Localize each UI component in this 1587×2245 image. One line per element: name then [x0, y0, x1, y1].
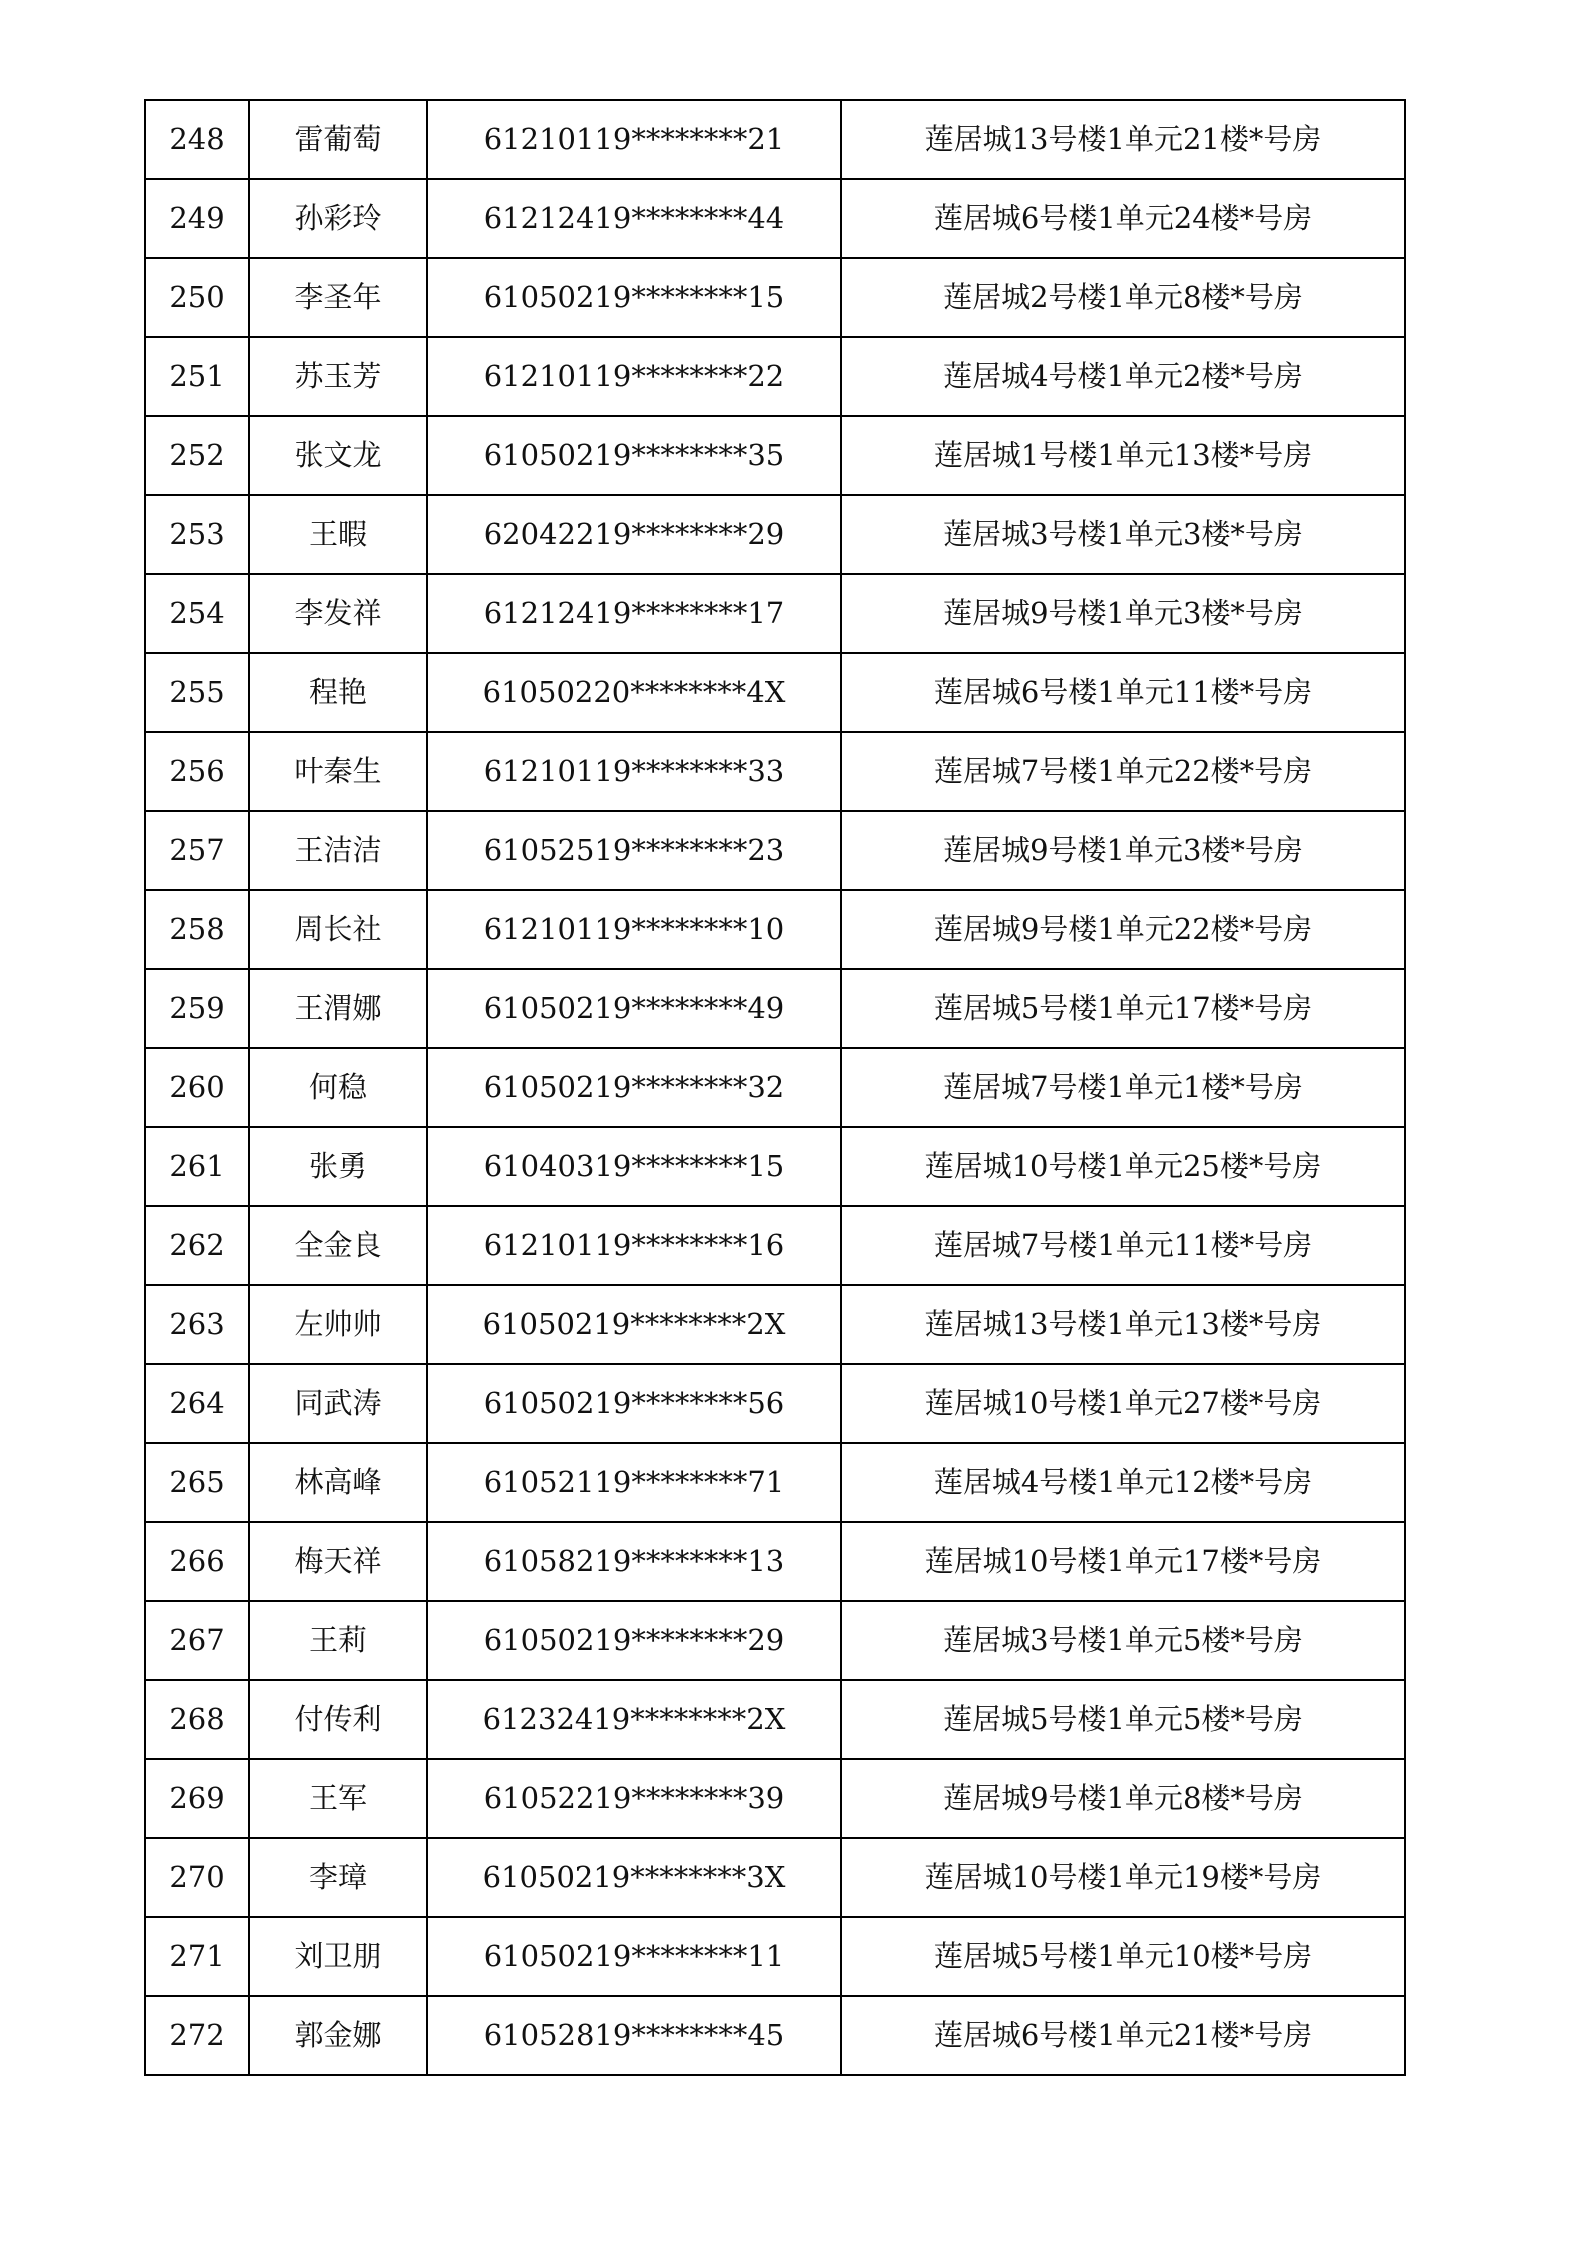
id-number-cell: 61052819********45	[427, 1996, 841, 2075]
row-number-cell: 253	[145, 495, 249, 574]
id-number-cell: 61210119********21	[427, 100, 841, 179]
table-row	[145, 1838, 1405, 1917]
table-row	[145, 1048, 1405, 1127]
table-row	[145, 416, 1405, 495]
address-cell: 莲居城4号楼1单元12楼*号房	[841, 1443, 1405, 1522]
address-cell: 莲居城9号楼1单元3楼*号房	[841, 811, 1405, 890]
row-number-cell: 271	[145, 1917, 249, 1996]
id-number-cell: 61040319********15	[427, 1127, 841, 1206]
address-cell: 莲居城10号楼1单元17楼*号房	[841, 1522, 1405, 1601]
table-row	[145, 732, 1405, 811]
id-number-cell: 61058219********13	[427, 1522, 841, 1601]
id-number-cell: 61052519********23	[427, 811, 841, 890]
table-row	[145, 179, 1405, 258]
table-row	[145, 1127, 1405, 1206]
row-number-cell: 254	[145, 574, 249, 653]
name-cell: 林高峰	[249, 1443, 427, 1522]
table-row	[145, 890, 1405, 969]
table-row	[145, 100, 1405, 179]
name-cell: 王洁洁	[249, 811, 427, 890]
roster-table-body	[145, 100, 1405, 2075]
row-number-cell: 256	[145, 732, 249, 811]
id-number-cell: 61050219********32	[427, 1048, 841, 1127]
row-number-cell: 250	[145, 258, 249, 337]
name-cell: 孙彩玲	[249, 179, 427, 258]
table-row	[145, 1601, 1405, 1680]
address-cell: 莲居城2号楼1单元8楼*号房	[841, 258, 1405, 337]
row-number-cell: 249	[145, 179, 249, 258]
name-cell: 全金良	[249, 1206, 427, 1285]
id-number-cell: 61050219********2X	[427, 1285, 841, 1364]
table-row	[145, 495, 1405, 574]
name-cell: 苏玉芳	[249, 337, 427, 416]
id-number-cell: 61050219********11	[427, 1917, 841, 1996]
name-cell: 张文龙	[249, 416, 427, 495]
address-cell: 莲居城7号楼1单元1楼*号房	[841, 1048, 1405, 1127]
address-cell: 莲居城6号楼1单元21楼*号房	[841, 1996, 1405, 2075]
name-cell: 叶秦生	[249, 732, 427, 811]
address-cell: 莲居城5号楼1单元10楼*号房	[841, 1917, 1405, 1996]
address-cell: 莲居城6号楼1单元24楼*号房	[841, 179, 1405, 258]
row-number-cell: 262	[145, 1206, 249, 1285]
table-row	[145, 1364, 1405, 1443]
id-number-cell: 61050219********15	[427, 258, 841, 337]
name-cell: 梅天祥	[249, 1522, 427, 1601]
id-number-cell: 61050219********35	[427, 416, 841, 495]
row-number-cell: 255	[145, 653, 249, 732]
address-cell: 莲居城1号楼1单元13楼*号房	[841, 416, 1405, 495]
id-number-cell: 61050219********56	[427, 1364, 841, 1443]
id-number-cell: 61050219********29	[427, 1601, 841, 1680]
name-cell: 同武涛	[249, 1364, 427, 1443]
row-number-cell: 259	[145, 969, 249, 1048]
id-number-cell: 61050219********49	[427, 969, 841, 1048]
table-row	[145, 653, 1405, 732]
table-row	[145, 258, 1405, 337]
table-row	[145, 1522, 1405, 1601]
name-cell: 王军	[249, 1759, 427, 1838]
id-number-cell: 61210119********10	[427, 890, 841, 969]
name-cell: 刘卫朋	[249, 1917, 427, 1996]
table-row	[145, 1206, 1405, 1285]
row-number-cell: 266	[145, 1522, 249, 1601]
address-cell: 莲居城10号楼1单元27楼*号房	[841, 1364, 1405, 1443]
row-number-cell: 251	[145, 337, 249, 416]
table-row	[145, 969, 1405, 1048]
table-row	[145, 574, 1405, 653]
row-number-cell: 252	[145, 416, 249, 495]
name-cell: 周长社	[249, 890, 427, 969]
name-cell: 程艳	[249, 653, 427, 732]
address-cell: 莲居城6号楼1单元11楼*号房	[841, 653, 1405, 732]
name-cell: 李发祥	[249, 574, 427, 653]
id-number-cell: 61232419********2X	[427, 1680, 841, 1759]
name-cell: 王莉	[249, 1601, 427, 1680]
address-cell: 莲居城4号楼1单元2楼*号房	[841, 337, 1405, 416]
name-cell: 张勇	[249, 1127, 427, 1206]
row-number-cell: 268	[145, 1680, 249, 1759]
row-number-cell: 267	[145, 1601, 249, 1680]
name-cell: 王渭娜	[249, 969, 427, 1048]
address-cell: 莲居城9号楼1单元3楼*号房	[841, 574, 1405, 653]
row-number-cell: 248	[145, 100, 249, 179]
table-row	[145, 1759, 1405, 1838]
address-cell: 莲居城9号楼1单元22楼*号房	[841, 890, 1405, 969]
id-number-cell: 61052219********39	[427, 1759, 841, 1838]
id-number-cell: 61212419********44	[427, 179, 841, 258]
address-cell: 莲居城7号楼1单元11楼*号房	[841, 1206, 1405, 1285]
row-number-cell: 270	[145, 1838, 249, 1917]
id-number-cell: 61052119********71	[427, 1443, 841, 1522]
id-number-cell: 62042219********29	[427, 495, 841, 574]
id-number-cell: 61210119********22	[427, 337, 841, 416]
id-number-cell: 61210119********16	[427, 1206, 841, 1285]
row-number-cell: 265	[145, 1443, 249, 1522]
address-cell: 莲居城3号楼1单元5楼*号房	[841, 1601, 1405, 1680]
row-number-cell: 257	[145, 811, 249, 890]
id-number-cell: 61212419********17	[427, 574, 841, 653]
id-number-cell: 61210119********33	[427, 732, 841, 811]
table-row	[145, 1285, 1405, 1364]
address-cell: 莲居城3号楼1单元3楼*号房	[841, 495, 1405, 574]
row-number-cell: 264	[145, 1364, 249, 1443]
row-number-cell: 260	[145, 1048, 249, 1127]
address-cell: 莲居城10号楼1单元19楼*号房	[841, 1838, 1405, 1917]
name-cell: 何稳	[249, 1048, 427, 1127]
address-cell: 莲居城5号楼1单元5楼*号房	[841, 1680, 1405, 1759]
row-number-cell: 272	[145, 1996, 249, 2075]
address-cell: 莲居城7号楼1单元22楼*号房	[841, 732, 1405, 811]
name-cell: 李璋	[249, 1838, 427, 1917]
name-cell: 王暇	[249, 495, 427, 574]
name-cell: 付传利	[249, 1680, 427, 1759]
id-number-cell: 61050219********3X	[427, 1838, 841, 1917]
table-row	[145, 811, 1405, 890]
row-number-cell: 269	[145, 1759, 249, 1838]
address-cell: 莲居城5号楼1单元17楼*号房	[841, 969, 1405, 1048]
address-cell: 莲居城13号楼1单元21楼*号房	[841, 100, 1405, 179]
table-row	[145, 1680, 1405, 1759]
row-number-cell: 261	[145, 1127, 249, 1206]
table-row	[145, 337, 1405, 416]
row-number-cell: 263	[145, 1285, 249, 1364]
name-cell: 郭金娜	[249, 1996, 427, 2075]
roster-table	[144, 99, 1406, 2076]
name-cell: 左帅帅	[249, 1285, 427, 1364]
table-row	[145, 1443, 1405, 1522]
row-number-cell: 258	[145, 890, 249, 969]
table-row	[145, 1917, 1405, 1996]
id-number-cell: 61050220********4X	[427, 653, 841, 732]
name-cell: 李圣年	[249, 258, 427, 337]
name-cell: 雷葡萄	[249, 100, 427, 179]
address-cell: 莲居城9号楼1单元8楼*号房	[841, 1759, 1405, 1838]
address-cell: 莲居城13号楼1单元13楼*号房	[841, 1285, 1405, 1364]
address-cell: 莲居城10号楼1单元25楼*号房	[841, 1127, 1405, 1206]
table-row	[145, 1996, 1405, 2075]
